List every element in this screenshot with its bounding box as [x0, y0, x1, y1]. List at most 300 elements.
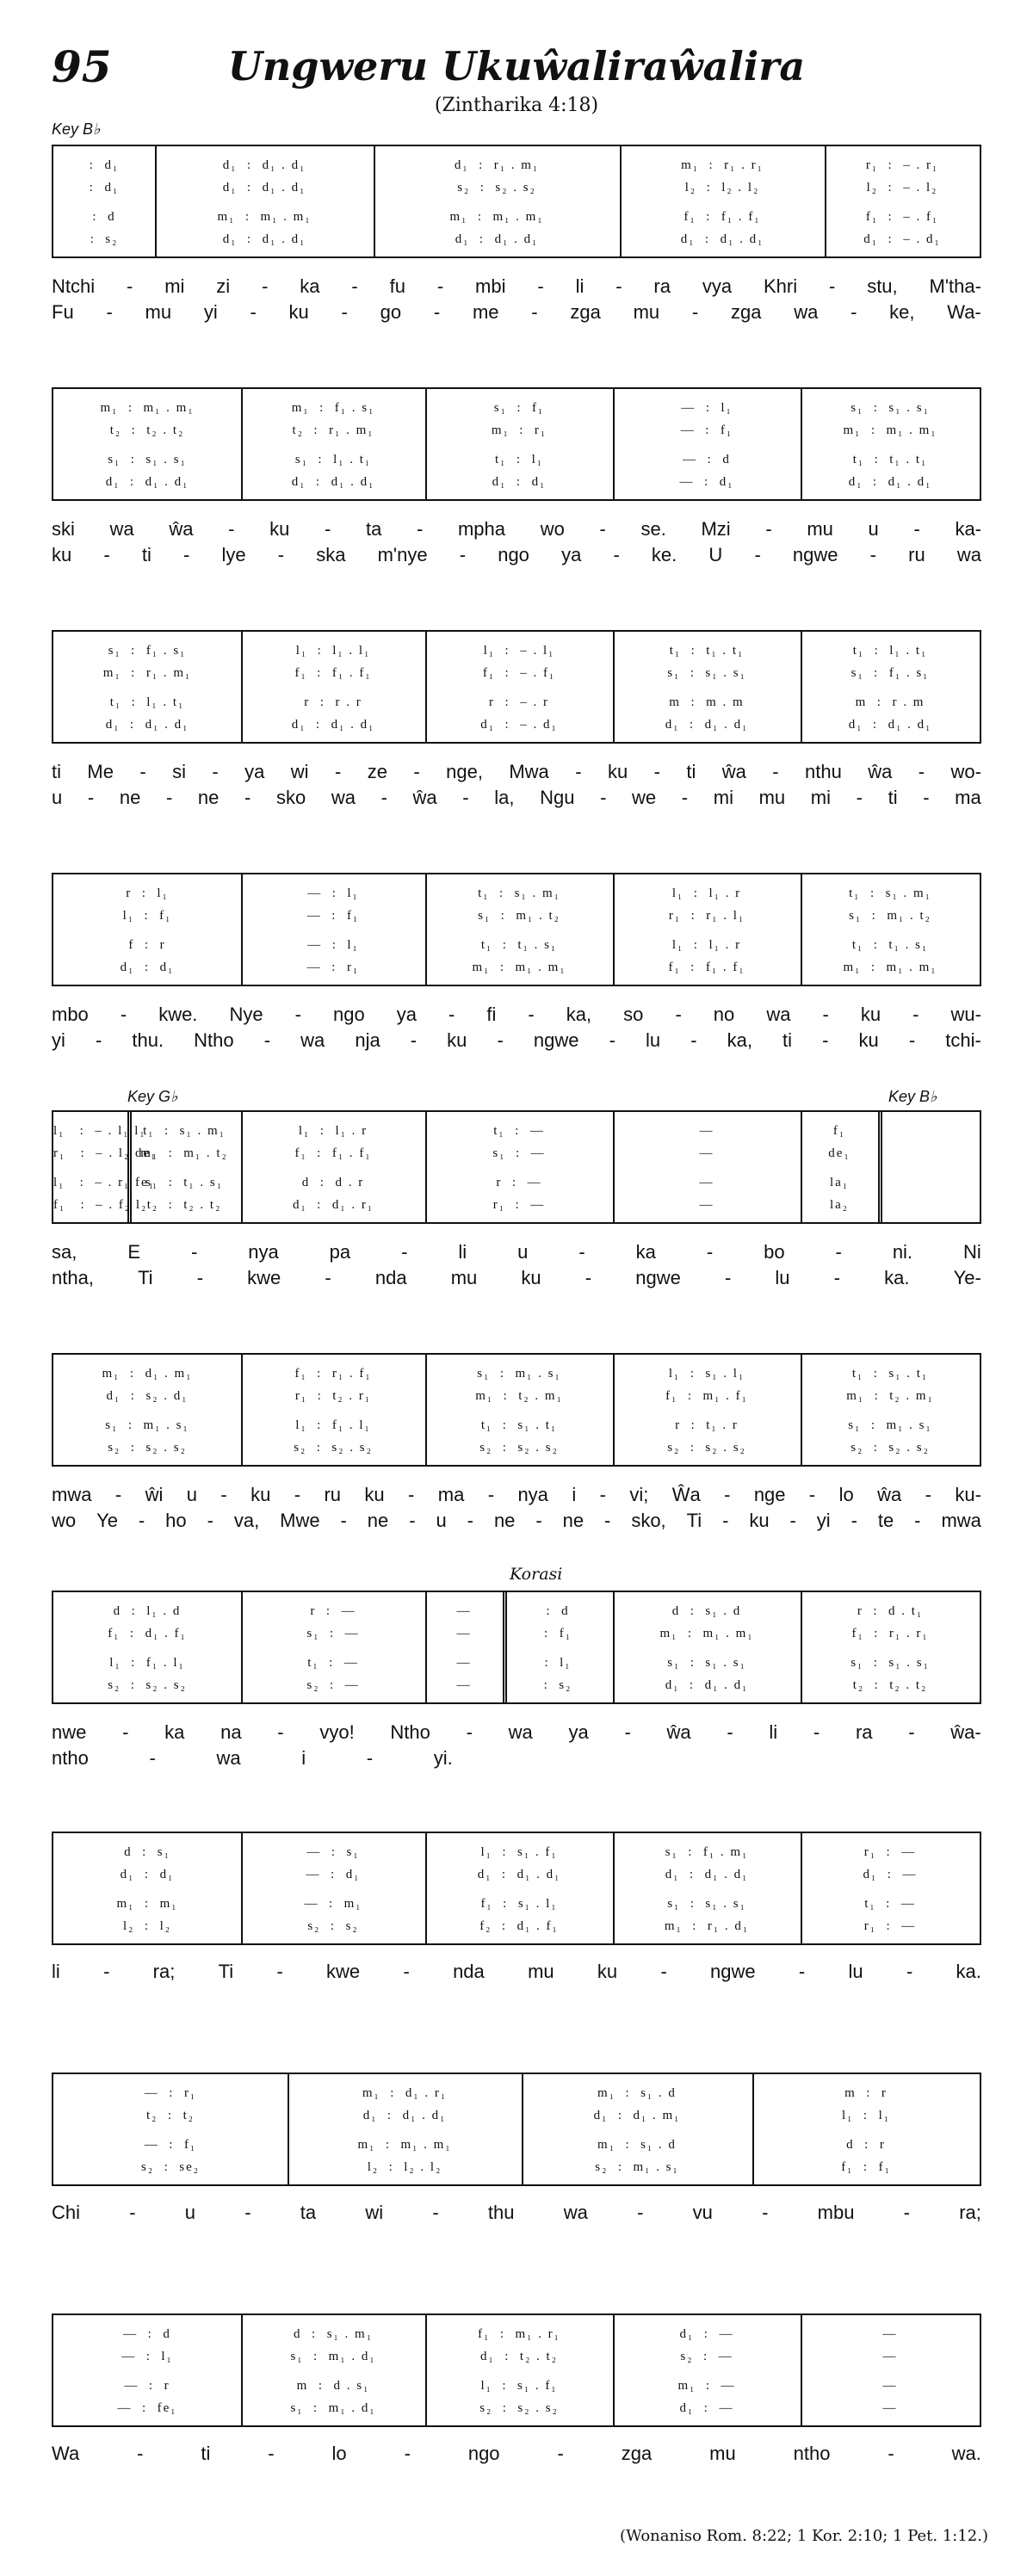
lyric-syllable: sko,: [631, 1510, 666, 1531]
lyric-syllable: ku: [597, 1961, 618, 1982]
solfa-measure: f₂ : d₁ . f₁: [479, 1919, 559, 1933]
music-staff: [52, 145, 981, 258]
solfa-measure: m₁ : d₁ . m₁: [102, 1367, 193, 1381]
lyric-syllable: ra;: [959, 2202, 981, 2223]
lyric-syllable: tchi-: [945, 1029, 981, 1051]
lyric-syllable: Mzi: [701, 518, 731, 540]
solfa-measure: d₁ : d₁ . d₁: [477, 1868, 561, 1881]
lyric-syllable: -: [835, 1241, 842, 1263]
solfa-measure: t₁ : —: [864, 1897, 916, 1911]
lyric-syllable: -: [137, 2443, 144, 2464]
lyric-syllable: la,: [494, 787, 515, 808]
solfa-measure: l₁ : l₁ . l₁: [295, 644, 371, 658]
solfa-measure: d₁ : d₁ . d₁: [222, 232, 306, 246]
solfa-measure: l₁ : s₁ . l₁: [668, 1367, 745, 1381]
lyric-syllable: Ti: [218, 1961, 234, 1982]
solfa-measure: r₁ : —: [863, 1919, 917, 1933]
solfa-measure: d : l₁ . d: [113, 1604, 182, 1618]
solfa-measure: d₁ : d₁ . d₁: [222, 181, 306, 195]
lyric-syllable: Ti: [686, 1510, 702, 1531]
lyric-syllable: [777, 1745, 782, 1771]
music-system: [52, 2313, 981, 2427]
lyric-syllable: nwe: [52, 1721, 87, 1743]
solfa-measure: s₁ : m₁ . t₂: [849, 909, 931, 923]
lyric-syllable: -: [724, 1484, 731, 1505]
lyric-line: [52, 785, 981, 811]
lyric-syllable: nthu: [805, 761, 842, 782]
lyric-syllable: Ti: [138, 1267, 153, 1288]
lyric-syllable: mu: [450, 1267, 478, 1288]
solfa-measure: d : d . r: [301, 1176, 365, 1189]
solfa-measure: f₁ : r₁ . f₁: [294, 1367, 372, 1381]
music-system: [52, 1110, 981, 1224]
lyric-syllable: -: [114, 1484, 122, 1505]
solfa-measure: : s₂: [543, 1678, 572, 1692]
lyric-syllable: wa: [216, 1747, 241, 1769]
solfa-measure: m₁ : d₁ . r₁: [362, 2086, 448, 2100]
lyric-syllable: ya: [396, 1004, 417, 1025]
solfa-measure: m₁ : r₁ . d₁: [664, 1919, 750, 1933]
solfa-measure: d₁ : t₂ . t₂: [480, 2350, 558, 2363]
lyric-syllable: wo: [540, 518, 565, 540]
solfa-measure: t₁ : s₁ . m₁: [143, 1124, 226, 1138]
lyric-syllable: [976, 1745, 981, 1771]
solfa-measure: d₁ : r₁ . m₁: [454, 158, 540, 172]
lyric-syllable: Khri: [763, 275, 798, 297]
lyric-syllable: wa: [563, 2202, 588, 2223]
solfa-measure: : d: [92, 210, 116, 224]
lyric-syllable: -: [401, 1241, 408, 1263]
solfa-measure: d₁ : d₁ . d₁: [665, 1678, 749, 1692]
lyric-syllable: -: [724, 1267, 732, 1288]
lyric-syllable: nya: [248, 1241, 279, 1263]
lyric-syllable: wa: [766, 1004, 791, 1025]
lyrics-block: [52, 1239, 981, 1291]
solfa-measure: t₁ : s₁ . m₁: [478, 886, 560, 900]
lyric-syllable: ta: [300, 2202, 317, 2223]
lyric-syllable: -: [675, 1004, 682, 1025]
solfa-measure: f₁ : f₁ . f₁: [294, 666, 372, 680]
lyric-syllable: -: [754, 544, 761, 565]
solfa-measure: —: [456, 1627, 472, 1640]
solfa-measure: — : d: [683, 453, 731, 466]
solfa-measure: l₁ : – . l₁ l₁: [53, 1124, 146, 1138]
solfa-measure: m₁ : r₁ . r₁: [681, 158, 764, 172]
lyric-syllable: me: [472, 301, 499, 323]
lyric-line: [52, 1720, 981, 1745]
lyric-syllable: [712, 1745, 717, 1771]
lyric-syllable: bo: [764, 1241, 785, 1263]
solfa-measure: l₂ : l₂: [123, 1919, 171, 1933]
solfa-measure: r₁ : – . r₁: [865, 158, 939, 172]
lyric-syllable: u: [186, 1484, 197, 1505]
lyric-syllable: -: [575, 761, 582, 782]
lyric-syllable: -: [599, 1484, 606, 1505]
solfa-measure: d₁ : —: [863, 1868, 918, 1881]
solfa-measure: — : r₁: [306, 961, 360, 974]
lyric-syllable: mu: [807, 518, 833, 540]
lyric-syllable: wa: [331, 787, 356, 808]
lyric-syllable: -: [207, 1510, 213, 1531]
lyric-line: [52, 1745, 981, 1771]
solfa-measure: — : f₁: [306, 909, 360, 923]
lyric-syllable: kwe.: [158, 1004, 198, 1025]
lyric-syllable: -: [403, 1961, 410, 1982]
solfa-measure: s₁ : m₁ . s₁: [477, 1367, 561, 1381]
solfa-measure: : d: [546, 1604, 570, 1618]
lyric-syllable: ŵa: [666, 1721, 691, 1743]
lyric-syllable: -: [212, 761, 219, 782]
music-system: [52, 145, 981, 258]
solfa-measure: : s₂: [90, 232, 119, 246]
solfa-measure: m₁ : m₁ . t₂: [140, 1146, 228, 1160]
lyric-syllable: mwa: [52, 1484, 92, 1505]
lyric-syllable: -: [127, 275, 133, 297]
solfa-measure: t₁ : t₁ . s₁: [851, 938, 929, 952]
solfa-measure: m₁ : m₁ . m₁: [472, 961, 566, 974]
lyric-syllable: kwe: [247, 1267, 281, 1288]
lyric-syllable: -: [467, 1510, 473, 1531]
solfa-measure: s₁ : t₁ . s₁: [145, 1176, 223, 1189]
solfa-measure: s₁ : s₁ . s₁: [851, 401, 930, 415]
solfa-measure: m₁ : m₁ . m₁: [843, 961, 937, 974]
lyric-syllable: -: [615, 275, 622, 297]
lyric-syllable: mwa: [941, 1510, 981, 1531]
lyric-syllable: -: [585, 1267, 592, 1288]
lyric-syllable: -: [903, 2202, 910, 2223]
lyric-syllable: ya: [244, 761, 265, 782]
lyric-line: [52, 1959, 981, 1985]
lyric-syllable: -: [244, 787, 251, 808]
solfa-measure: f₁ : – . f₁: [482, 666, 556, 680]
solfa-measure: — : l₁: [307, 938, 359, 952]
lyric-syllable: mbo: [52, 1004, 89, 1025]
lyric-syllable: ne: [562, 1510, 585, 1531]
lyric-syllable: u: [436, 1510, 447, 1531]
solfa-measure: d₁ : d₁ . d₁: [455, 232, 539, 246]
lyric-syllable: se.: [640, 518, 666, 540]
lyric-syllable: -: [789, 1510, 796, 1531]
lyric-syllable: -: [722, 1510, 729, 1531]
key-change-label: Key G♭: [127, 1088, 178, 1105]
music-staff: [52, 630, 981, 744]
music-staff: [52, 2313, 981, 2427]
lyric-syllable: ka,: [566, 1004, 592, 1025]
solfa-measure: d₁ : d₁ . r₁: [292, 1198, 374, 1212]
solfa-measure: d₁ : d₁ . d₁: [222, 158, 306, 172]
lyric-syllable: ŵa: [169, 518, 194, 540]
solfa-measure: — : f₁: [680, 423, 733, 437]
solfa-measure: — : r₁: [144, 2086, 197, 2100]
lyric-syllable: li: [769, 1721, 778, 1743]
lyric-syllable: ni.: [892, 1241, 913, 1263]
lyric-syllable: -: [822, 1029, 829, 1051]
scripture-reference: (Zintharika 4:18): [434, 95, 599, 116]
solfa-measure: s₁ : m₁ . s₁: [105, 1418, 189, 1432]
solfa-measure: f₁ : r₁ . r₁: [851, 1627, 929, 1640]
lyric-syllable: -: [624, 1721, 631, 1743]
lyric-syllable: -: [822, 1004, 829, 1025]
lyrics-block: [52, 1959, 981, 1985]
lyric-syllable: ka.: [884, 1267, 910, 1288]
solfa-measure: t₂ : t₂: [146, 2109, 195, 2122]
lyric-syllable: -: [459, 544, 467, 565]
lyric-syllable: li: [52, 1961, 60, 1982]
lyric-syllable: u: [52, 787, 63, 808]
solfa-measure: : d₁: [89, 181, 120, 195]
lyric-syllable: zga: [621, 2443, 653, 2464]
lyric-syllable: fi: [486, 1004, 497, 1025]
lyric-syllable: ti: [201, 2443, 211, 2464]
solfa-measure: f₁ : f₁ . f₁: [668, 961, 745, 974]
lyric-syllable: ka,: [727, 1029, 752, 1051]
lyric-syllable: ku: [858, 1029, 879, 1051]
lyric-syllable: -: [228, 518, 235, 540]
solfa-measure: s₁ : m₁ . s₁: [848, 1418, 932, 1432]
lyric-syllable: ne: [367, 1510, 389, 1531]
solfa-measure: — : fe₁: [117, 2401, 177, 2415]
lyric-syllable: -: [906, 1961, 913, 1982]
lyric-syllable: -: [341, 301, 348, 323]
lyric-syllable: -: [487, 1484, 495, 1505]
lyric-syllable: ŵa: [412, 787, 437, 808]
lyric-syllable: -: [888, 2443, 894, 2464]
lyric-syllable: sa,: [52, 1241, 77, 1263]
lyric-syllable: -: [828, 275, 836, 297]
lyric-syllable: ya: [561, 544, 582, 565]
solfa-measure: s₂ : s₂ . s₂: [294, 1441, 373, 1455]
solfa-measure: —: [882, 2401, 898, 2415]
lyric-syllable: ŵa-: [950, 1721, 981, 1743]
solfa-measure: m : d . s₁: [296, 2379, 370, 2393]
lyric-line: [52, 1028, 981, 1053]
music-system: [52, 2073, 981, 2186]
solfa-measure: m₁ : —: [677, 2379, 736, 2393]
solfa-measure: d₁ : d₁: [120, 1868, 175, 1881]
solfa-measure: r₁ : r₁ . l₁: [668, 909, 745, 923]
solfa-measure: d₁ : d₁: [120, 961, 175, 974]
lyric-syllable: ku: [447, 1029, 467, 1051]
solfa-measure: l₁ : – . r₁ fe₁: [53, 1176, 155, 1189]
lyric-syllable: -: [813, 1721, 820, 1743]
lyric-syllable: -: [106, 301, 113, 323]
lyric-syllable: ne: [197, 787, 220, 808]
solfa-measure: d₁ : d₁ . m₁: [593, 2109, 681, 2122]
solfa-measure: m₁ : r₁: [491, 423, 547, 437]
lyric-syllable: ngwe: [533, 1029, 579, 1051]
solfa-measure: t₁ : l₁ . t₁: [109, 695, 185, 709]
lyric-syllable: u: [184, 2202, 196, 2223]
lyric-syllable: -: [535, 1510, 542, 1531]
lyric-syllable: -: [462, 787, 469, 808]
music-staff: [52, 2073, 981, 2186]
lyric-syllable: wa: [109, 518, 134, 540]
lyric-syllable: nda: [374, 1267, 407, 1288]
lyric-syllable: -: [466, 1721, 473, 1743]
lyric-syllable: m'nye: [377, 544, 428, 565]
solfa-measure: l₁ : f₁: [122, 909, 172, 923]
lyric-line: [52, 516, 981, 542]
lyric-syllable: ke,: [889, 301, 915, 323]
lyric-syllable: -: [404, 2443, 411, 2464]
solfa-measure: l₂ : l₂ . l₂: [367, 2160, 442, 2174]
solfa-measure: t₂ : t₂ . t₂: [109, 423, 185, 437]
lyric-syllable: ra: [855, 1721, 873, 1743]
lyric-syllable: nge: [753, 1484, 786, 1505]
lyric-syllable: ngwe: [792, 544, 838, 565]
solfa-measure: d : s₁ . m₁: [294, 2327, 373, 2341]
solfa-measure: — : l₁: [681, 401, 733, 415]
lyrics-block: [52, 2441, 981, 2467]
lyric-syllable: -: [87, 787, 95, 808]
solfa-measure: r₁ : t₂ . r₁: [294, 1389, 372, 1403]
lyric-syllable: ku: [288, 301, 309, 323]
solfa-measure: f₁ : – . f₂ l₂: [53, 1198, 148, 1212]
solfa-measure: : d₁: [89, 158, 120, 172]
lyric-syllable: vyo!: [319, 1721, 355, 1743]
lyric-syllable: fu: [389, 275, 405, 297]
solfa-measure: — : r: [124, 2379, 170, 2393]
solfa-measure: f₁ : f₁: [841, 2160, 891, 2174]
solfa-measure: d₁ : d₁ . d₁: [105, 475, 189, 489]
solfa-measure: l₂ : – . l₂: [866, 181, 938, 195]
lyric-syllable: -: [851, 301, 857, 323]
solfa-measure: l₁ : l₁: [842, 2109, 890, 2122]
solfa-measure: — : l₁: [307, 886, 359, 900]
lyric-syllable: Fu: [52, 301, 74, 323]
solfa-measure: s₂ : —: [680, 2350, 733, 2363]
lyric-syllable: -: [681, 787, 689, 808]
lyric-syllable: vi;: [629, 1484, 649, 1505]
lyric-syllable: mu: [145, 301, 172, 323]
solfa-measure: — : m₁: [304, 1897, 362, 1911]
solfa-measure: d₁ : – . d₁: [480, 718, 558, 732]
lyric-line: [52, 542, 981, 568]
lyric-syllable: -: [908, 1029, 916, 1051]
lyric-syllable: -: [914, 1510, 921, 1531]
solfa-measure: s₁ : f₁ . s₁: [108, 644, 187, 658]
lyric-syllable: wa: [300, 1029, 325, 1051]
solfa-measure: m₁ : t₂ . m₁: [475, 1389, 563, 1403]
lyric-syllable: -: [531, 301, 538, 323]
lyric-syllable: wo-: [950, 761, 981, 782]
solfa-measure: s₁ : s₁ . s₁: [851, 1656, 930, 1670]
lyric-syllable: nya: [517, 1484, 548, 1505]
lyric-syllable: Ye-: [953, 1267, 981, 1288]
solfa-measure: m : r: [844, 2086, 888, 2100]
solfa-measure: —: [699, 1146, 714, 1160]
solfa-measure: m₁ : r₁ . m₁: [102, 666, 192, 680]
lyric-syllable: ta: [365, 518, 382, 540]
lyric-syllable: lo: [838, 1484, 854, 1505]
lyric-syllable: yi: [203, 301, 218, 323]
scripture-footnote: (Wonaniso Rom. 8:22; 1 Kor. 2:10; 1 Pet. 1:12.): [620, 2527, 988, 2545]
lyric-syllable: U: [708, 544, 723, 565]
lyric-syllable: ku: [269, 518, 290, 540]
solfa-measure: s₁ : m₁ . d₁: [290, 2401, 376, 2415]
music-system: [52, 387, 981, 501]
solfa-measure: s₁ : m₁ . t₂: [478, 909, 560, 923]
lyric-syllable: i: [572, 1484, 577, 1505]
lyric-syllable: -: [413, 761, 420, 782]
solfa-measure: l₁ : l₁ . r: [671, 938, 742, 952]
lyric-syllable: [646, 1745, 651, 1771]
solfa-measure: s₁ : —: [492, 1146, 546, 1160]
lyric-syllable: -: [660, 1961, 667, 1982]
solfa-measure: m₁ : f₁ . s₁: [291, 401, 375, 415]
lyric-syllable: -: [436, 275, 444, 297]
lyric-line: [52, 274, 981, 300]
lyric-syllable: -: [706, 1241, 714, 1263]
lyric-syllable: ka.: [956, 1961, 981, 1982]
solfa-measure: d₁ : d₁ . d₁: [665, 1868, 749, 1881]
lyric-syllable: -: [637, 2202, 644, 2223]
music-system: [52, 1832, 981, 1945]
lyric-syllable: -: [294, 1484, 301, 1505]
lyric-syllable: -: [103, 544, 110, 565]
lyric-syllable: -: [599, 518, 606, 540]
lyric-syllable: te: [877, 1510, 894, 1531]
solfa-measure: d₁ : – . d₁: [863, 232, 941, 246]
solfa-measure: s₂ : s₂: [307, 1919, 359, 1933]
lyric-syllable: -: [833, 1267, 840, 1288]
lyric-syllable: Me: [87, 761, 114, 782]
solfa-measure: t₁ : —: [493, 1124, 545, 1138]
solfa-measure: t₂ : t₂ . t₂: [146, 1198, 222, 1212]
solfa-measure: t₂ : r₁ . m₁: [292, 423, 374, 437]
lyric-syllable: ngo: [332, 1004, 365, 1025]
solfa-measure: d : s₁ . d: [671, 1604, 742, 1618]
lyric-syllable: yi.: [433, 1747, 453, 1769]
lyric-syllable: wi: [290, 761, 309, 782]
solfa-measure: s₁ : l₁ . t₁: [294, 453, 372, 466]
solfa-measure: r₁ : —: [863, 1845, 917, 1859]
solfa-measure: d₁ : d₁ . d₁: [680, 232, 764, 246]
lyrics-block: [52, 516, 981, 568]
lyric-syllable: -: [537, 275, 544, 297]
lyric-syllable: nda: [453, 1961, 485, 1982]
solfa-measure: la₂: [829, 1198, 850, 1212]
solfa-measure: l₁ : s₁ . f₁: [480, 2379, 558, 2393]
solfa-measure: s₂ : s₂ . s₂: [667, 1441, 746, 1455]
solfa-measure: d : s₁: [124, 1845, 170, 1859]
lyric-line: [52, 300, 981, 325]
solfa-measure: d₁ : s₂ . d₁: [106, 1389, 189, 1403]
lyric-syllable: Ntho: [194, 1029, 234, 1051]
solfa-measure: de₁: [828, 1146, 851, 1160]
lyric-syllable: wa: [956, 544, 981, 565]
lyric-syllable: li: [458, 1241, 467, 1263]
lyric-syllable: -: [196, 1267, 204, 1288]
lyric-syllable: pa: [329, 1241, 351, 1263]
lyric-syllable: wu-: [950, 1004, 981, 1025]
lyric-syllable: ngwe: [710, 1961, 756, 1982]
lyric-syllable: -: [351, 275, 358, 297]
solfa-measure: f₁ : f₁ . f₁: [294, 1146, 372, 1160]
lyric-syllable: -: [409, 1510, 416, 1531]
solfa-measure: f₁ : m₁ . r₁: [478, 2327, 560, 2341]
solfa-measure: s₂ : s₂ . s₂: [851, 1441, 930, 1455]
lyric-syllable: -: [727, 1721, 733, 1743]
lyric-syllable: -: [432, 2202, 439, 2223]
solfa-measure: la₁: [829, 1176, 850, 1189]
solfa-measure: d₁ : d₁ . d₁: [848, 475, 932, 489]
lyric-syllable: -: [220, 1484, 227, 1505]
lyric-syllable: -: [851, 1510, 857, 1531]
solfa-measure: l₁ : l₁ . r: [298, 1124, 368, 1138]
solfa-measure: m₁ : s₁ . d: [597, 2138, 677, 2152]
solfa-measure: d : r: [846, 2138, 886, 2152]
